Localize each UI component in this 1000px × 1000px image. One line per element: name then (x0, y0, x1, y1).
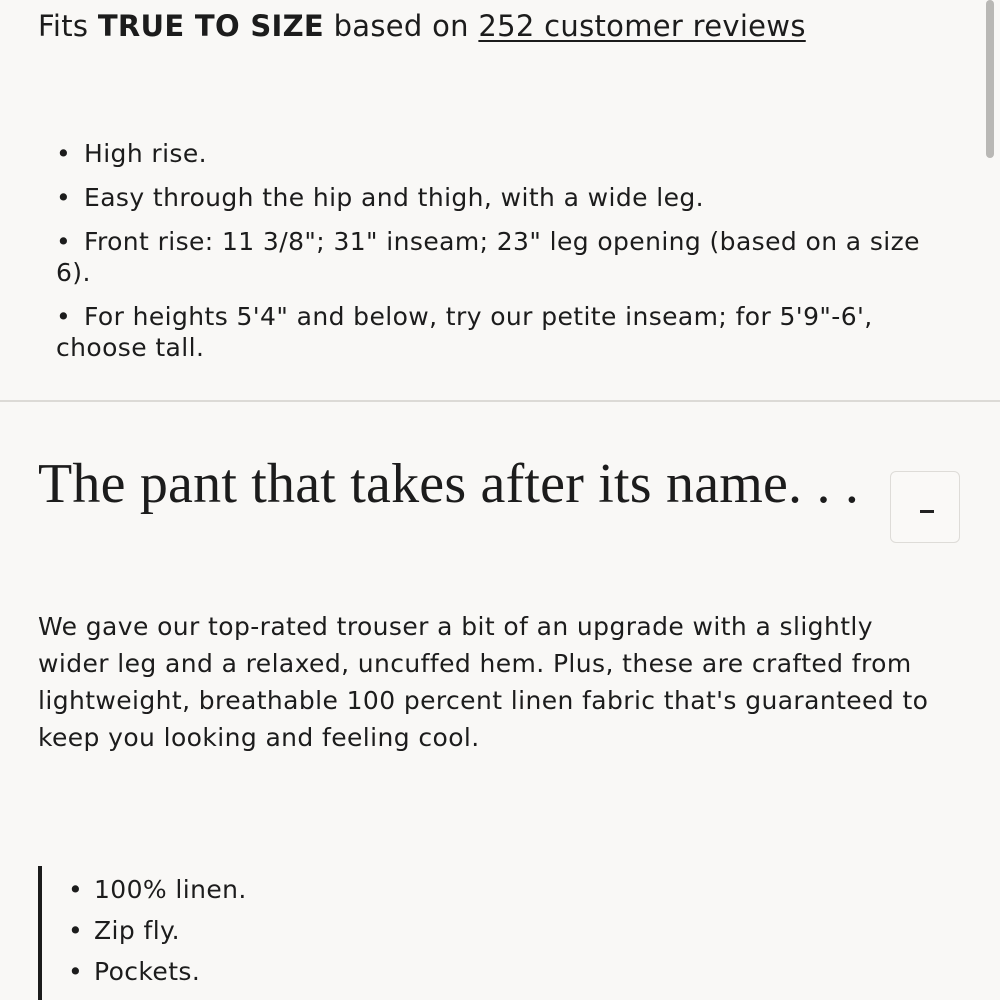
bullet: • (68, 916, 84, 945)
feature-text: Zip fly. (94, 916, 181, 945)
scrollbar-thumb[interactable] (986, 0, 994, 158)
minus-icon (920, 510, 934, 513)
fit-detail-text: Front rise: 11 3/8"; 31" inseam; 23" leg opening (based on a size 6). (56, 227, 920, 287)
list-item (56, 138, 956, 169)
collapse-section-button[interactable] (890, 471, 960, 543)
fit-detail-text: For heights 5'4" and below, try our petite inseam; for 5'9"-6', choose tall. (56, 302, 873, 362)
feature-list (68, 872, 247, 995)
list-item (68, 954, 247, 989)
feature-text: 100% linen. (94, 875, 247, 904)
list-item (68, 872, 247, 907)
fit-middle: based on (324, 9, 479, 43)
bullet: • (56, 302, 72, 331)
list-item (68, 913, 247, 948)
customer-reviews-link[interactable]: 252 customer reviews (478, 9, 806, 43)
product-headline: The pant that takes after its name. . . (38, 453, 860, 515)
bullet: • (56, 183, 72, 212)
fit-details-list (56, 138, 956, 376)
list-item (56, 182, 956, 213)
bullet: • (56, 139, 72, 168)
fit-summary (38, 6, 806, 46)
list-item (56, 226, 956, 288)
bullet: • (56, 227, 72, 256)
section-divider (0, 400, 1000, 402)
feature-accent-bar (38, 866, 42, 1000)
product-description: We gave our top-rated trouser a bit of an upgrade with a slightly wider leg and a relaxed, uncuffed hem. Plus, these are crafted from lightweight, breathable 100 percent linen fabric that's guaranteed to keep you looking and feeling cool. (38, 612, 929, 752)
feature-text: Pockets. (94, 957, 201, 986)
fit-detail-text: High rise. (84, 139, 207, 168)
fit-detail-text: Easy through the hip and thigh, with a wide leg. (84, 183, 705, 212)
fit-prefix: Fits (38, 9, 98, 43)
fit-emphasis: TRUE TO SIZE (97, 9, 325, 43)
bullet: • (68, 957, 84, 986)
bullet: • (68, 875, 84, 904)
list-item (56, 301, 956, 363)
